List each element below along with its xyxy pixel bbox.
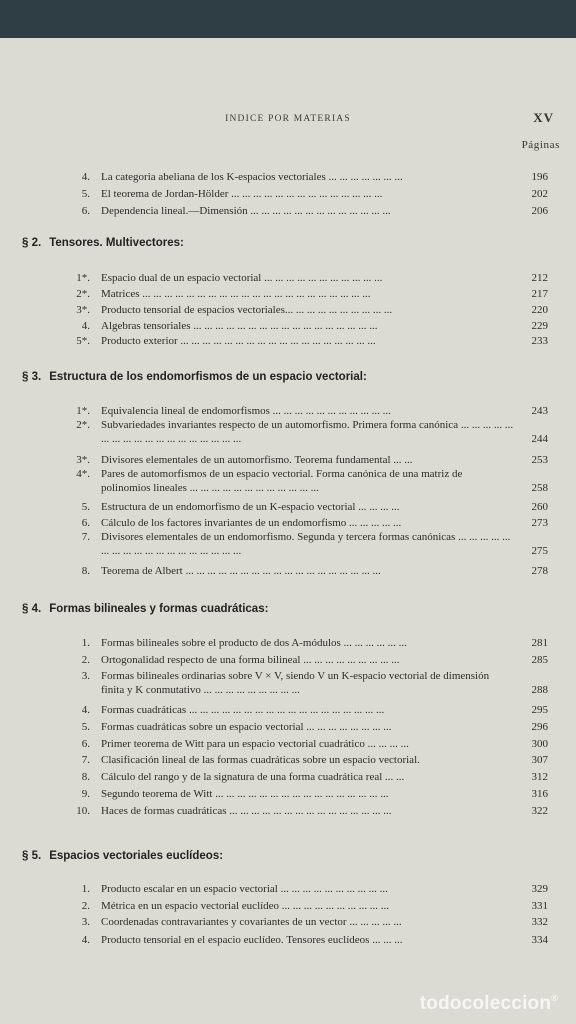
section-title: Formas bilineales y formas cuadráticas: — [49, 603, 269, 615]
toc-entry-page: 285 — [531, 654, 548, 666]
toc-entry-title: Cálculo del rango y de la signatura de una forma cuadrática real ... ... — [101, 771, 405, 783]
section-title: Estructura de los endomorfismos de un espacio vectorial: — [49, 371, 367, 383]
toc-entry-number: 3. — [81, 916, 90, 928]
toc-entry-title: Primer teorema de Witt para un espacio vectorial cuadrático ... ... ... ... — [101, 738, 409, 750]
toc-entry-number: 5. — [81, 721, 90, 733]
section-number: § 2. — [22, 237, 42, 249]
toc-entry-title: Formas bilineales ordinarias sobre V × V, siendo V un K-espacio vectorial de dimensión finita y K conmutativo ... ... ... ... ... ... ... ... ... — [101, 670, 490, 696]
toc-entry-title: Dependencia lineal.—Dimensión ... ... ... ... ... ... ... ... ... ... ... ... ... — [101, 205, 391, 217]
todocoleccion-watermark — [420, 993, 558, 1015]
toc-entry-title: Matrices ... ... ... ... ... ... ... ... ... ... ... ... ... ... ... ... ... ... ... ... ... — [101, 288, 371, 300]
toc-entry-title: Producto escalar en un espacio vectorial ... ... ... ... ... ... ... ... ... ... — [101, 883, 388, 895]
section-title: Tensores. Multivectores: — [49, 237, 184, 249]
toc-entry-page: 258 — [531, 482, 548, 494]
toc-entry — [0, 418, 576, 446]
toc-entry-title: Producto exterior ... ... ... ... ... ... ... ... ... ... ... ... ... ... ... ... ... ... — [101, 335, 376, 347]
section-heading — [22, 603, 268, 615]
toc-entry-number: 8. — [81, 771, 90, 783]
toc-entry-title: Producto tensorial de espacios vectoriales... ... ... ... ... ... ... ... ... ... — [101, 304, 393, 316]
toc-entry-page: 331 — [531, 900, 548, 912]
toc-entry-number: 4. — [81, 934, 90, 946]
toc-entry-number: 5. — [81, 501, 90, 513]
toc-entry-page: 220 — [531, 304, 548, 316]
toc-entry-title: Segundo teorema de Witt ... ... ... ... ... ... ... ... ... ... ... ... ... ... ... ... — [101, 788, 389, 800]
toc-entry-title: Subvariedades invariantes respecto de un automorfismo. Primera forma canónica ... ... ... ... ... ... ... ... ... ... ... ... ... ... ... ... ... ... — [101, 419, 514, 445]
toc-entry-number: 9. — [81, 788, 90, 800]
toc-entry-title: Formas cuadráticas ... ... ... ... ... ... ... ... ... ... ... ... ... ... ... ... ... ... — [101, 704, 385, 716]
toc-entry — [0, 467, 576, 495]
toc-entry-number: 4*. — [76, 468, 90, 480]
toc-entry-number: 2*. — [76, 419, 90, 431]
toc-entry-number: 1*. — [76, 405, 90, 417]
toc-entry-page: 212 — [531, 272, 548, 284]
toc-entry-number: 2. — [81, 654, 90, 666]
toc-entry-number: 5. — [81, 188, 90, 200]
section-number: § 3. — [22, 371, 42, 383]
toc-entry-title: Divisores elementales de un endomorfismo. Segunda y tercera formas canónicas ... ... ... ... ... ... ... ... ... ... ... ... ... ... ... ... ... ... — [101, 531, 511, 557]
toc-entry-number: 7. — [81, 531, 90, 543]
toc-entry-page: 229 — [531, 320, 548, 332]
toc-entry-title: Producto tensorial en el espacio euclídeo. Tensores euclídeos ... ... ... — [101, 934, 403, 946]
toc-entry — [0, 669, 576, 697]
toc-entry-page: 307 — [531, 754, 548, 766]
toc-entry-page: 275 — [531, 545, 548, 557]
toc-entry-page: 243 — [531, 405, 548, 417]
toc-entry-page: 316 — [531, 788, 548, 800]
toc-entry-title: Métrica en un espacio vectorial euclídeo ... ... ... ... ... ... ... ... ... ... — [101, 900, 390, 912]
toc-entry-page: 273 — [531, 517, 548, 529]
watermark-registered-mark: ® — [551, 993, 558, 1003]
toc-entry-title: Estructura de un endomorfismo de un K-espacio vectorial ... ... ... ... — [101, 501, 400, 513]
toc-entry-number: 3. — [81, 670, 90, 682]
toc-entry-title: Formas cuadráticas sobre un espacio vectorial ... ... ... ... ... ... ... ... — [101, 721, 392, 733]
section-number: § 5. — [22, 850, 42, 862]
toc-entry-title: Haces de formas cuadráticas ... ... ... ... ... ... ... ... ... ... ... ... ... ... ... — [101, 805, 392, 817]
toc-entry-page: 295 — [531, 704, 548, 716]
toc-entry-number: 4. — [81, 320, 90, 332]
toc-entry-number: 2*. — [76, 288, 90, 300]
toc-entry — [0, 530, 576, 558]
toc-entry-title: Teorema de Albert ... ... ... ... ... ... ... ... ... ... ... ... ... ... ... ... ... ... — [101, 565, 381, 577]
toc-entry-page: 322 — [531, 805, 548, 817]
toc-entry-title: Divisores elementales de un automorfismo. Teorema fundamental ... ... — [101, 454, 413, 466]
toc-entry-page: 281 — [531, 637, 548, 649]
toc-entry-number: 8. — [81, 565, 90, 577]
toc-entry-page: 233 — [531, 335, 548, 347]
toc-entry-page: 206 — [531, 205, 548, 217]
toc-entry-page: 202 — [531, 188, 548, 200]
section-heading — [22, 237, 184, 249]
toc-entry-number: 6. — [81, 517, 90, 529]
toc-entry-page: 312 — [531, 771, 548, 783]
toc-entry-page: 329 — [531, 883, 548, 895]
toc-entry-title: Ortogonalidad respecto de una forma bilineal ... ... ... ... ... ... ... ... ... — [101, 654, 400, 666]
toc-entry-number: 6. — [81, 738, 90, 750]
toc-entry-number: 4. — [81, 171, 90, 183]
toc-entry-number: 3*. — [76, 304, 90, 316]
section-title: Espacios vectoriales euclídeos: — [49, 850, 224, 862]
toc-entry-page: 334 — [531, 934, 548, 946]
section-heading — [22, 850, 223, 862]
toc-entry-title: Pares de automorfismos de un espacio vectorial. Forma canónica de una matriz de polinomios lineales ... ... ... ... ... ... ... ... ... ... ... ... — [101, 468, 463, 494]
toc-entry-number: 10. — [76, 805, 90, 817]
paginas-column-label: Páginas — [521, 139, 560, 151]
toc-entry-page: 253 — [531, 454, 548, 466]
toc-entry-page: 196 — [531, 171, 548, 183]
toc-entry-number: 6. — [81, 205, 90, 217]
toc-entry-number: 3*. — [76, 454, 90, 466]
toc-entry-number: 5*. — [76, 335, 90, 347]
toc-entry-title: Cálculo de los factores invariantes de un endomorfismo ... ... ... ... ... — [101, 517, 402, 529]
toc-entry-title: Clasificación lineal de las formas cuadráticas sobre un espacio vectorial. — [101, 754, 420, 766]
toc-entry-page: 278 — [531, 565, 548, 577]
toc-entry-page: 217 — [531, 288, 548, 300]
toc-entry-title: Algebras tensoriales ... ... ... ... ... ... ... ... ... ... ... ... ... ... ... ... ... — [101, 320, 378, 332]
toc-entry-title: El teorema de Jordan-Hölder ... ... ... ... ... ... ... ... ... ... ... ... ... ... — [101, 188, 383, 200]
section-heading — [22, 371, 367, 383]
toc-entry-number: 1. — [81, 883, 90, 895]
toc-entry-page: 332 — [531, 916, 548, 928]
toc-entry-page: 244 — [531, 433, 548, 445]
page-number: XV — [533, 110, 554, 125]
toc-entry-title: Equivalencia lineal de endomorfismos ... ... ... ... ... ... ... ... ... ... ... — [101, 405, 391, 417]
toc-entry-title: Formas bilineales sobre el producto de dos A-módulos ... ... ... ... ... ... — [101, 637, 407, 649]
toc-entry-number: 4. — [81, 704, 90, 716]
watermark-text: todocoleccion — [419, 993, 552, 1014]
toc-entry-number: 1. — [81, 637, 90, 649]
toc-entry-title: Espacio dual de un espacio vectorial ... ... ... ... ... ... ... ... ... ... ... — [101, 272, 383, 284]
toc-entry-title: Coordenadas contravariantes y covariantes de un vector ... ... ... ... ... — [101, 916, 402, 928]
toc-entry-number: 7. — [81, 754, 90, 766]
section-number: § 4. — [22, 603, 42, 615]
toc-entry-title: La categoria abeliana de los K-espacios vectoriales ... ... ... ... ... ... ... — [101, 171, 403, 183]
running-header: INDICE POR MATERIAS — [225, 114, 351, 124]
book-page — [0, 38, 576, 1024]
toc-entry-page: 288 — [531, 684, 548, 696]
toc-entry-number: 2. — [81, 900, 90, 912]
toc-entry-number: 1*. — [76, 272, 90, 284]
toc-entry-page: 300 — [531, 738, 548, 750]
toc-entry-page: 296 — [531, 721, 548, 733]
toc-entry-page: 260 — [531, 501, 548, 513]
